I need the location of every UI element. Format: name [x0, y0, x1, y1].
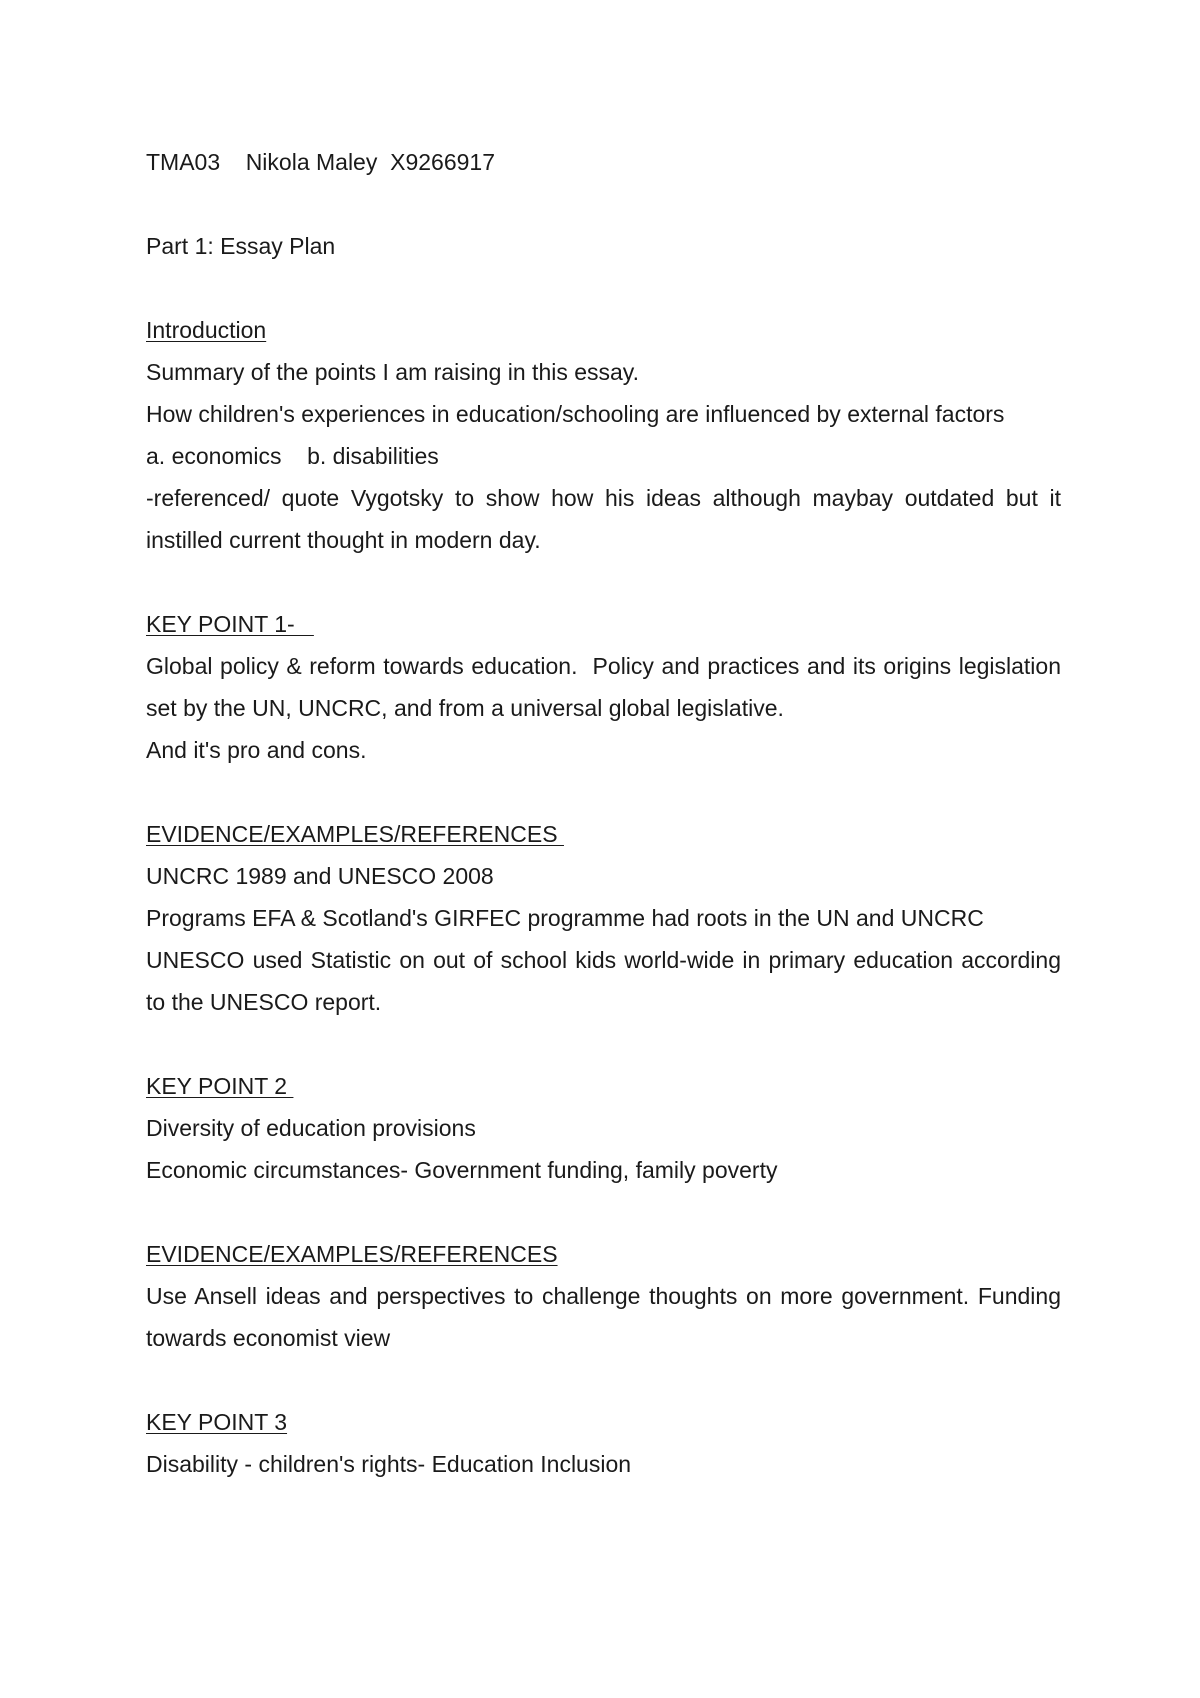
evidence-1-line: Programs EFA & Scotland's GIRFEC programme had roots in the UN and UNCRC	[146, 905, 984, 931]
evidence-1-text: UNESCO used Statistic on out of school kids world-wide in primary education according to the UNESCO report.	[146, 947, 1068, 1015]
evidence-2-text: Use Ansell ideas and perspectives to challenge thoughts on more government. Funding towards economist view	[146, 1283, 1068, 1351]
document-header: TMA03 Nikola Maley X9266917	[146, 149, 496, 175]
spacer	[146, 1359, 1061, 1401]
key-point-2-heading: KEY POINT 2	[146, 1073, 294, 1099]
key-point-3-line: Disability - children's rights- Education Inclusion	[146, 1451, 632, 1477]
introduction-heading: Introduction	[146, 317, 267, 343]
key-point-1-text: Global policy & reform towards education. Policy and practices and its origins legislation set by the UN, UNCRC, and from a universal global legislative.	[146, 653, 1068, 721]
part-title: Part 1: Essay Plan	[146, 233, 336, 259]
spacer	[146, 1023, 1061, 1065]
key-point-1-heading: KEY POINT 1-	[146, 611, 314, 637]
spacer	[146, 561, 1061, 603]
introduction-line: Summary of the points I am raising in this essay.	[146, 359, 639, 385]
document-body	[146, 141, 1068, 1485]
introduction-line: a. economics b. disabilities	[146, 443, 439, 469]
evidence-1-heading: EVIDENCE/EXAMPLES/REFERENCES	[146, 821, 564, 847]
key-point-2-line: Diversity of education provisions	[146, 1115, 476, 1141]
spacer	[146, 267, 1061, 309]
spacer	[146, 1191, 1061, 1233]
spacer	[146, 771, 1061, 813]
evidence-2-heading: EVIDENCE/EXAMPLES/REFERENCES	[146, 1241, 558, 1267]
spacer	[146, 183, 1061, 225]
introduction-line: -referenced/ quote Vygotsky to show how his ideas although maybay outdated but it instilled current thought in modern day.	[146, 485, 1068, 553]
evidence-1-line: UNCRC 1989 and UNESCO 2008	[146, 863, 494, 889]
key-point-1-extra: And it's pro and cons.	[146, 737, 367, 763]
introduction-line: How children's experiences in education/schooling are influenced by external factors	[146, 401, 1005, 427]
key-point-2-line: Economic circumstances- Government funding, family poverty	[146, 1157, 778, 1183]
key-point-3-heading: KEY POINT 3	[146, 1409, 288, 1435]
